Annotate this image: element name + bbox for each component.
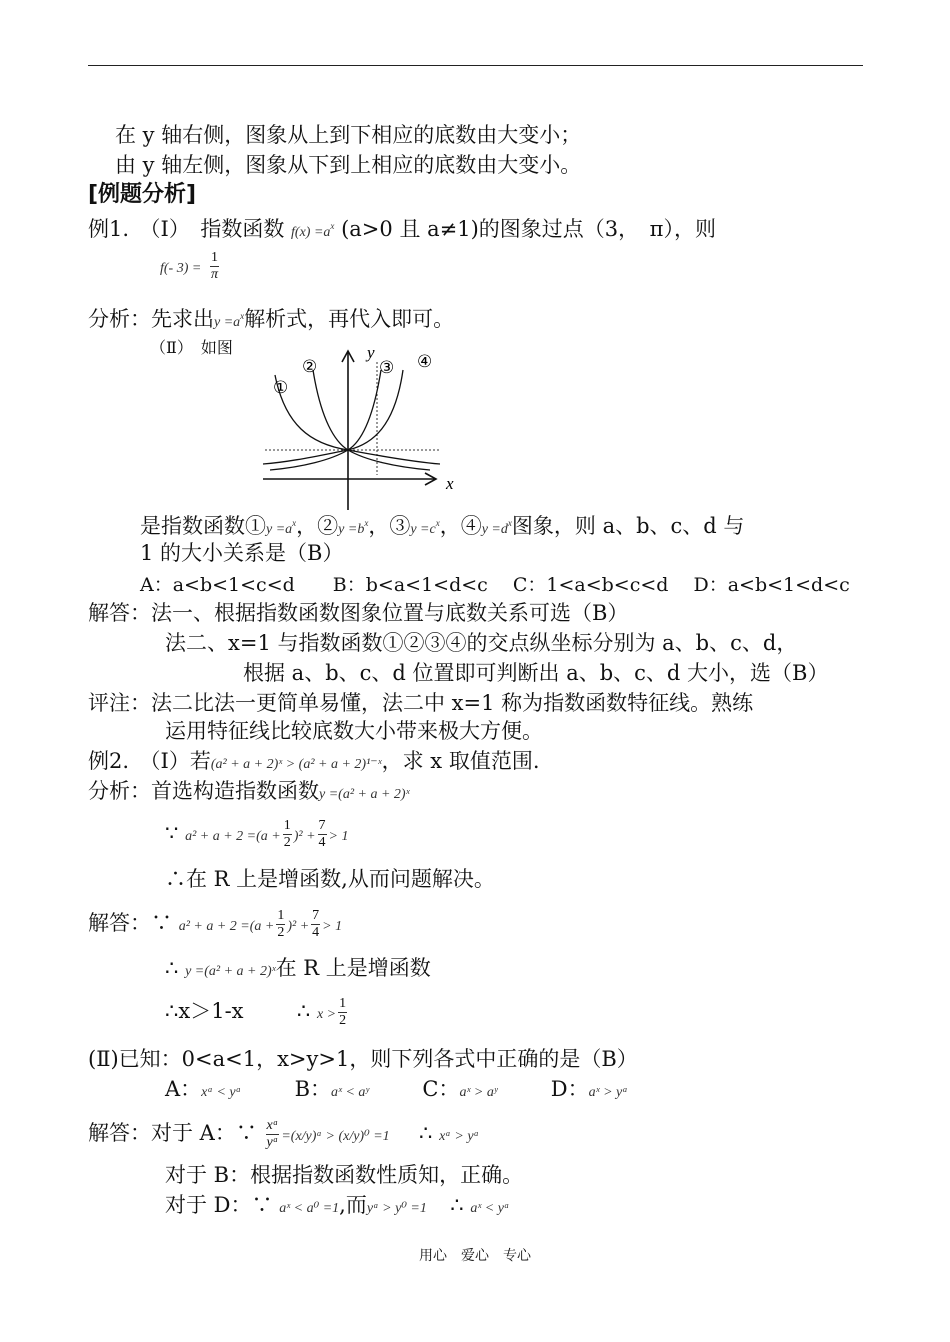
text-line: 解答：法一、根据指数函数图象位置与底数关系可选（B） [88,601,629,625]
text-line: 对于 B：根据指数函数性质知，正确。 [165,1163,524,1187]
numerator: 1 [277,908,285,923]
analysis-1 [88,303,454,336]
formula: $y =a^x$ [266,518,297,537]
formula: aˣ > yᵃ [588,1085,628,1100]
part-2-label: （Ⅱ） 如图 [150,338,233,357]
text: ，求 x 取值范围. [381,749,540,773]
formula: xᵃ > yᵃ [439,1129,480,1144]
text: 解析式，再代入即可。 [244,307,455,331]
therefore-symbol: ∴ [165,867,186,891]
formula-text: y =d [481,522,508,537]
option-label: C： [422,1077,460,1101]
solution-2-line [88,908,342,941]
formula: a² + a + 2 =(a + [178,919,275,934]
text-line [165,866,495,892]
therefore-symbol: ∴ [450,1193,464,1217]
formula: aˣ > aʸ [459,1085,498,1100]
fraction [266,1118,280,1151]
text: 解答： [88,911,151,935]
text: ,而 [339,1193,367,1217]
text-line [165,996,349,1029]
text: ，② [296,514,339,538]
text: 例1. （Ⅰ） 指数函数 [88,217,285,241]
option-label: D： [550,1077,589,1101]
numerator: 7 [318,818,326,833]
inequality-line [165,818,348,851]
formula: (a² + a + 2)ˣ > (a² + a + 2)¹⁻ˣ [210,757,382,772]
numerator: 1 [211,250,219,265]
text: 例2. （Ⅰ）若 [88,749,211,773]
text: 是指数函数① [140,514,266,538]
formula: y =(a² + a + 2)ˣ [319,787,410,802]
formula: )² + [293,829,316,844]
therefore-symbol: ∴ [419,1121,433,1145]
formula: yᵃ > y⁰ =1 [366,1201,427,1216]
text-line: 评注：法二比法一更简单易懂，法二中 x=1 称为指数函数特征线。熟练 [88,691,754,715]
fraction [276,908,285,941]
formula: > 1 [328,829,349,844]
text-line [165,955,431,985]
text: x＞1-x [178,999,244,1023]
because-symbol: ∵ [165,821,179,845]
text: ，④ [439,514,482,538]
text: 分析：首选构造指数函数 [88,779,319,803]
curve-label-2: ② [302,357,318,376]
curve-label-1: ① [273,378,289,397]
numerator: xᵃ [266,1118,279,1133]
because-symbol: ∵ [151,911,172,935]
formula: > 1 [322,919,343,934]
fraction [283,818,292,851]
curve-label-4: ④ [417,352,433,371]
text-line: (Ⅱ)已知：0<a<1，x>y>1，则下列各式中正确的是（B） [88,1047,638,1071]
formula: $f(x) =a^x$ [291,221,335,240]
solution-a-line [88,1118,479,1151]
text: 解答：对于 A： [88,1121,236,1145]
y-axis-label: y [367,343,375,362]
text: 在 R 上是增函数 [275,956,431,980]
analysis-2 [88,778,410,808]
formula: aˣ < aʸ [331,1085,369,1100]
text-line: 运用特征线比较底数大小带来极大方便。 [165,719,543,743]
fraction [318,818,327,851]
options-2 [165,1076,628,1106]
formula: $y =c^x$ [410,518,440,537]
text-line: 在 y 轴右侧，图象从上到下相应的底数由大变小； [115,123,582,147]
formula: =(x/y)ᵃ > (x/y)⁰ =1 [281,1129,390,1144]
denominator: 4 [312,925,320,940]
text-line: 法二、x=1 与指数函数①②③④的交点纵坐标分别为 a、b、c、d， [165,631,798,655]
denominator: 4 [318,835,326,850]
x-axis-label: x [446,474,454,493]
graph-description [140,510,744,543]
curve-label-3: ③ [379,358,395,377]
denominator: 2 [339,1013,347,1028]
denominator: π [211,267,219,282]
example-1-answer [160,250,221,283]
formula: xᵃ < yᵃ [201,1085,242,1100]
formula-text: f(x) =a [291,225,331,240]
text: 分析：先求出 [88,307,214,331]
formula: )² + [287,919,310,934]
text-line: 根据 a、b、c、d 位置即可判断出 a、b、c、d 大小，选（B） [243,661,829,685]
solution-d-line [165,1192,510,1222]
formula-text: y =c [410,522,436,537]
fraction [311,908,320,941]
formula-text: y =a [214,315,241,330]
option-label: A： [165,1077,202,1101]
denominator: yᵃ [266,1135,279,1150]
formula: $y =d^x$ [481,518,512,537]
example-2-line [88,748,540,778]
numerator: 1 [283,818,291,833]
text: 在 R 上是增函数,从而问题解决。 [186,867,495,891]
option-label: B： [294,1077,332,1101]
because-symbol: ∵ [251,1193,273,1217]
therefore-symbol: ∴ [165,956,179,980]
answer-options: A：a<b<1<c<d B：b<a<1<d<c C：1<a<b<c<d D：a<b<1<d<c [140,574,850,596]
formula: $y =a^x$ [214,311,245,330]
fraction [210,250,219,283]
denominator: 2 [277,925,285,940]
formula: a² + a + 2 =(a + [185,829,281,844]
therefore-symbol: ∴ [165,999,179,1023]
section-heading: [例题分析] [88,182,197,207]
text-line: 由 y 轴左侧，图象从下到上相应的底数由大变小。 [115,153,582,177]
formula: f(- 3) = [160,261,202,276]
therefore-symbol: ∴ [296,999,311,1023]
denominator: 2 [283,835,291,850]
text: 图象，则 a、b、c、d 与 [511,514,745,538]
formula: aˣ < a⁰ =1 [279,1201,340,1216]
formula: x > [316,1007,337,1022]
curve-1 [275,375,440,464]
text: (a>0 且 a≠1)的图象过点（3， π），则 [341,217,716,241]
because-symbol: ∵ [235,1121,257,1145]
formula-text: y =a [266,522,293,537]
text: 对于 D： [165,1193,252,1217]
curve-2 [313,370,430,470]
formula: $y =b^x$ [338,518,369,537]
text-line: 1 的大小关系是（B） [140,541,344,565]
example-1-line [88,213,716,246]
formula: aˣ < yᵃ [470,1201,510,1216]
formula: y =(a² + a + 2)ˣ [185,964,276,979]
exponential-graph [255,340,455,515]
header-rule [88,65,863,66]
page-footer: 用心 爱心 专心 [419,1248,531,1264]
numerator: 1 [339,996,347,1011]
fraction [338,996,347,1029]
text: ，③ [368,514,411,538]
formula-text: y =b [338,522,365,537]
numerator: 7 [312,908,320,923]
